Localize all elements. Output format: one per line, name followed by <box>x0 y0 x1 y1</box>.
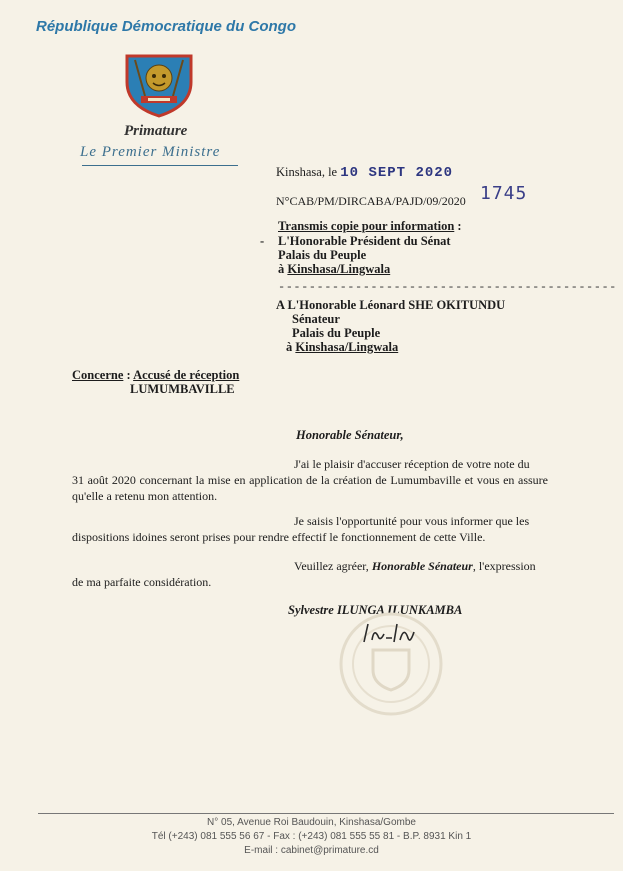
closing-paragraph <box>72 558 548 590</box>
closing-body: de ma parfaite considération. <box>72 575 212 589</box>
copy-line-3-prefix: à <box>278 262 288 276</box>
paragraph-1-body: 31 août 2020 concernant la mise en application de la création de Lumumbaville et vous en assure qu'elle a retenu mon attention. <box>72 473 548 503</box>
subject-text: Accusé de réception <box>133 368 240 382</box>
signer-name: Sylvestre ILUNGA ILUNKAMBA <box>288 603 463 617</box>
recipient-line-4-place: Kinshasa/Lingwala <box>295 340 399 354</box>
copy-heading-colon: : <box>454 219 462 233</box>
closing-emphasis: Honorable Sénateur <box>371 559 473 573</box>
coat-of-arms-icon <box>121 52 197 118</box>
separator-line: -------------------------------------------- <box>278 280 617 294</box>
signature-icon <box>360 618 420 652</box>
footer-phones: Tél (+243) 081 555 56 67 - Fax : (+243) 081 555 55 81 - B.P. 8931 Kin 1 <box>151 831 472 842</box>
paragraph-2 <box>72 513 548 545</box>
place-and-date <box>276 165 453 181</box>
reference-number: N°CAB/PM/DIRCABA/PAJD/09/2020 <box>276 194 466 208</box>
paragraph-1 <box>72 456 548 504</box>
copy-bullet: - <box>260 234 265 248</box>
recipient-line-4 <box>276 340 505 354</box>
paragraph-1-first-line: J'ai le plaisir d'accuser réception de votre note du <box>294 457 530 471</box>
paragraph-2-body: dispositions idoines seront prises pour rendre effectif le fonctionnement de cette Ville. <box>72 530 486 544</box>
prime-minister-title: Le Premier Ministre <box>80 144 221 160</box>
handwritten-reference <box>480 183 527 204</box>
recipient-line-2: Sénateur <box>292 312 340 326</box>
copy-line-1: L'Honorable Président du Sénat <box>278 234 451 248</box>
footer-rule <box>38 813 614 814</box>
copy-line-3 <box>260 262 451 276</box>
copy-heading-label: Transmis copie pour information <box>278 219 455 233</box>
subject-line-1 <box>72 368 239 382</box>
paragraph-2-first-line: Je saisis l'opportunité pour vous informer que les <box>294 514 530 528</box>
recipient-line-3: Palais du Peuple <box>292 326 381 340</box>
salutation: Honorable Sénateur, <box>296 428 404 442</box>
country-heading: République Démocratique du Congo <box>36 18 297 35</box>
title-underline <box>82 165 238 166</box>
subject-separator: : <box>123 368 134 382</box>
copy-line-3-place: Kinshasa/Lingwala <box>287 262 391 276</box>
recipient-line-1: A L'Honorable Léonard SHE OKITUNDU <box>276 298 506 312</box>
footer-email: E-mail : cabinet@primature.cd <box>244 845 379 856</box>
subject-label: Concerne <box>72 368 124 382</box>
copy-heading <box>278 219 462 234</box>
date-stamp: 10 SEPT 2020 <box>340 165 454 181</box>
closing-first-line <box>72 558 548 574</box>
footer-address: N° 05, Avenue Roi Baudouin, Kinshasa/Gombe <box>207 817 416 828</box>
subject-block <box>72 368 239 396</box>
copy-recipient-block <box>260 234 451 276</box>
place-prefix: Kinshasa, le <box>276 165 338 179</box>
copy-line-2: Palais du Peuple <box>278 248 367 262</box>
recipient-line-4-prefix: à <box>286 340 296 354</box>
recipient-block <box>276 298 505 354</box>
closing-post: , l'expression <box>472 559 536 573</box>
office-name: Primature <box>124 123 188 139</box>
handwritten-reference-number: 1745 <box>480 183 528 204</box>
subject-line-2: LUMUMBAVILLE <box>130 382 235 396</box>
closing-pre: Veuillez agréer, <box>294 559 372 573</box>
